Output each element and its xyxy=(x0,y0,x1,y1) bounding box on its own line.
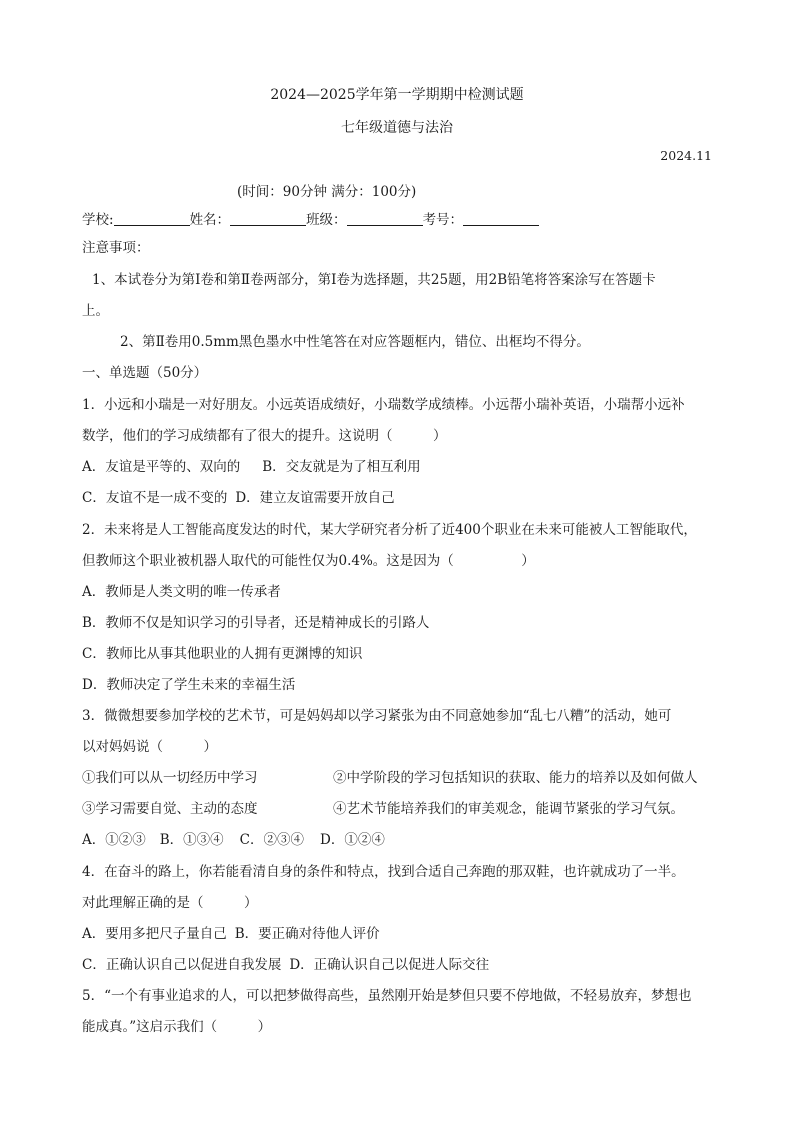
school-label: 学校: xyxy=(82,212,114,228)
question-1-options-cd xyxy=(82,492,395,506)
q3-option-a[interactable]: A．①②③ xyxy=(82,832,146,848)
question-1-stem-cont: 数学，他们的学习成绩都有了很大的提升。这说明（ ） xyxy=(82,428,447,444)
question-4-stem-cont: 对此理解正确的是（ ） xyxy=(82,895,258,911)
q3-statement-1: ①我们可以从一切经历中学习 xyxy=(82,770,258,786)
q4-option-b[interactable]: B．要正确对待他人评价 xyxy=(234,926,380,942)
q1-option-d[interactable]: D．建立友谊需要开放自己 xyxy=(235,490,395,506)
name-label: 姓名： xyxy=(189,212,231,228)
question-2-stem-cont: 但教师这个职业被机器人取代的可能性仅为0.4%。这是因为（ ） xyxy=(82,553,535,569)
q4-option-c[interactable]: C．正确认识自己以促进自我发展 xyxy=(82,957,282,973)
section-heading: 一、单选题（50分） xyxy=(82,365,208,381)
q3-statement-2: ②中学阶段的学习包括知识的获取、能力的培养以及如何做人 xyxy=(333,770,698,786)
question-3-options xyxy=(82,834,385,848)
question-5-stem: 5．“一个有事业追求的人，可以把梦做得高些，虽然刚开始是梦但只要不停地做，不轻易放弃，梦想也 xyxy=(82,988,692,1004)
q3-option-d[interactable]: D．①②④ xyxy=(320,832,385,848)
note-1: 1、本试卷分为第Ⅰ卷和第Ⅱ卷两部分，第Ⅰ卷为选择题，共25题，用2B铅笔将答案涂写在答题卡 xyxy=(92,272,656,288)
q3-option-b[interactable]: B．①③④ xyxy=(159,832,224,848)
question-1-stem: 1．小远和小瑞是一对好朋友。小远英语成绩好，小瑞数学成绩棒。小远帮小瑞补英语，小瑞帮小远补 xyxy=(82,397,685,413)
q1-option-a[interactable]: A．友谊是平等的、双向的 xyxy=(82,459,241,475)
exam-subtitle: 七年级道德与法治 xyxy=(341,120,453,136)
class-label: 班级： xyxy=(306,212,347,228)
q1-option-c[interactable]: C．友谊不是一成不变的 xyxy=(82,490,228,506)
q3-statement-3: ③学习需要自觉、主动的态度 xyxy=(82,801,258,817)
notes-heading: 注意事项： xyxy=(82,240,150,256)
note-2: 2、第Ⅱ卷用0.5mm黑色墨水中性笔答在对应答题框内，错位、出框均不得分。 xyxy=(120,334,590,350)
question-5-stem-cont: 能成真。”这启示我们（ ） xyxy=(82,1019,272,1035)
question-2-stem: 2．未来将是人工智能高度发达的时代，某大学研究者分析了近400个职业在未来可能被人工智能取代， xyxy=(82,522,697,538)
note-1-cont: 上。 xyxy=(82,303,109,319)
question-3-stem: 3．微微想要参加学校的艺术节，可是妈妈却以学习紧张为由不同意她参加“乱七八糟”的活动，她可 xyxy=(82,708,672,724)
school-blank[interactable] xyxy=(114,211,190,226)
exam-date: 2024.11 xyxy=(660,148,712,163)
q2-option-d[interactable]: D．教师决定了学生未来的幸福生活 xyxy=(82,677,296,693)
exam-no-label: 考号： xyxy=(422,212,464,228)
q2-option-a[interactable]: A．教师是人类文明的唯一传承者 xyxy=(82,584,281,600)
question-4-options-cd xyxy=(82,959,489,973)
student-info-row xyxy=(82,211,539,228)
question-4-stem: 4．在奋斗的路上，你若能看清自身的条件和特点，找到合适自己奔跑的那双鞋，也许就成功了一半。 xyxy=(82,864,685,880)
q4-option-d[interactable]: D．正确认识自己以促进人际交往 xyxy=(289,957,490,973)
exam-no-blank[interactable] xyxy=(463,211,539,226)
exam-time-info: (时间：90分钟 满分：100分) xyxy=(237,184,417,200)
question-1-options-ab xyxy=(82,461,421,475)
class-blank[interactable] xyxy=(347,211,423,226)
question-4-options-ab xyxy=(82,928,380,942)
q3-option-c[interactable]: C．②③④ xyxy=(239,832,305,848)
q1-option-b[interactable]: B．交友就是为了相互利用 xyxy=(262,459,421,475)
q3-statement-4: ④艺术节能培养我们的审美观念，能调节紧张的学习气氛。 xyxy=(333,801,684,817)
q2-option-b[interactable]: B．教师不仅是知识学习的引导者，还是精神成长的引路人 xyxy=(82,615,430,631)
q2-option-c[interactable]: C．教师比从事其他职业的人拥有更渊博的知识 xyxy=(82,646,363,662)
question-3-stem-cont: 以对妈妈说（ ） xyxy=(82,739,217,755)
name-blank[interactable] xyxy=(230,211,306,226)
exam-title: 2024—2025学年第一学期期中检测试题 xyxy=(270,87,524,103)
q4-option-a[interactable]: A．要用多把尺子量自己 xyxy=(82,926,227,942)
